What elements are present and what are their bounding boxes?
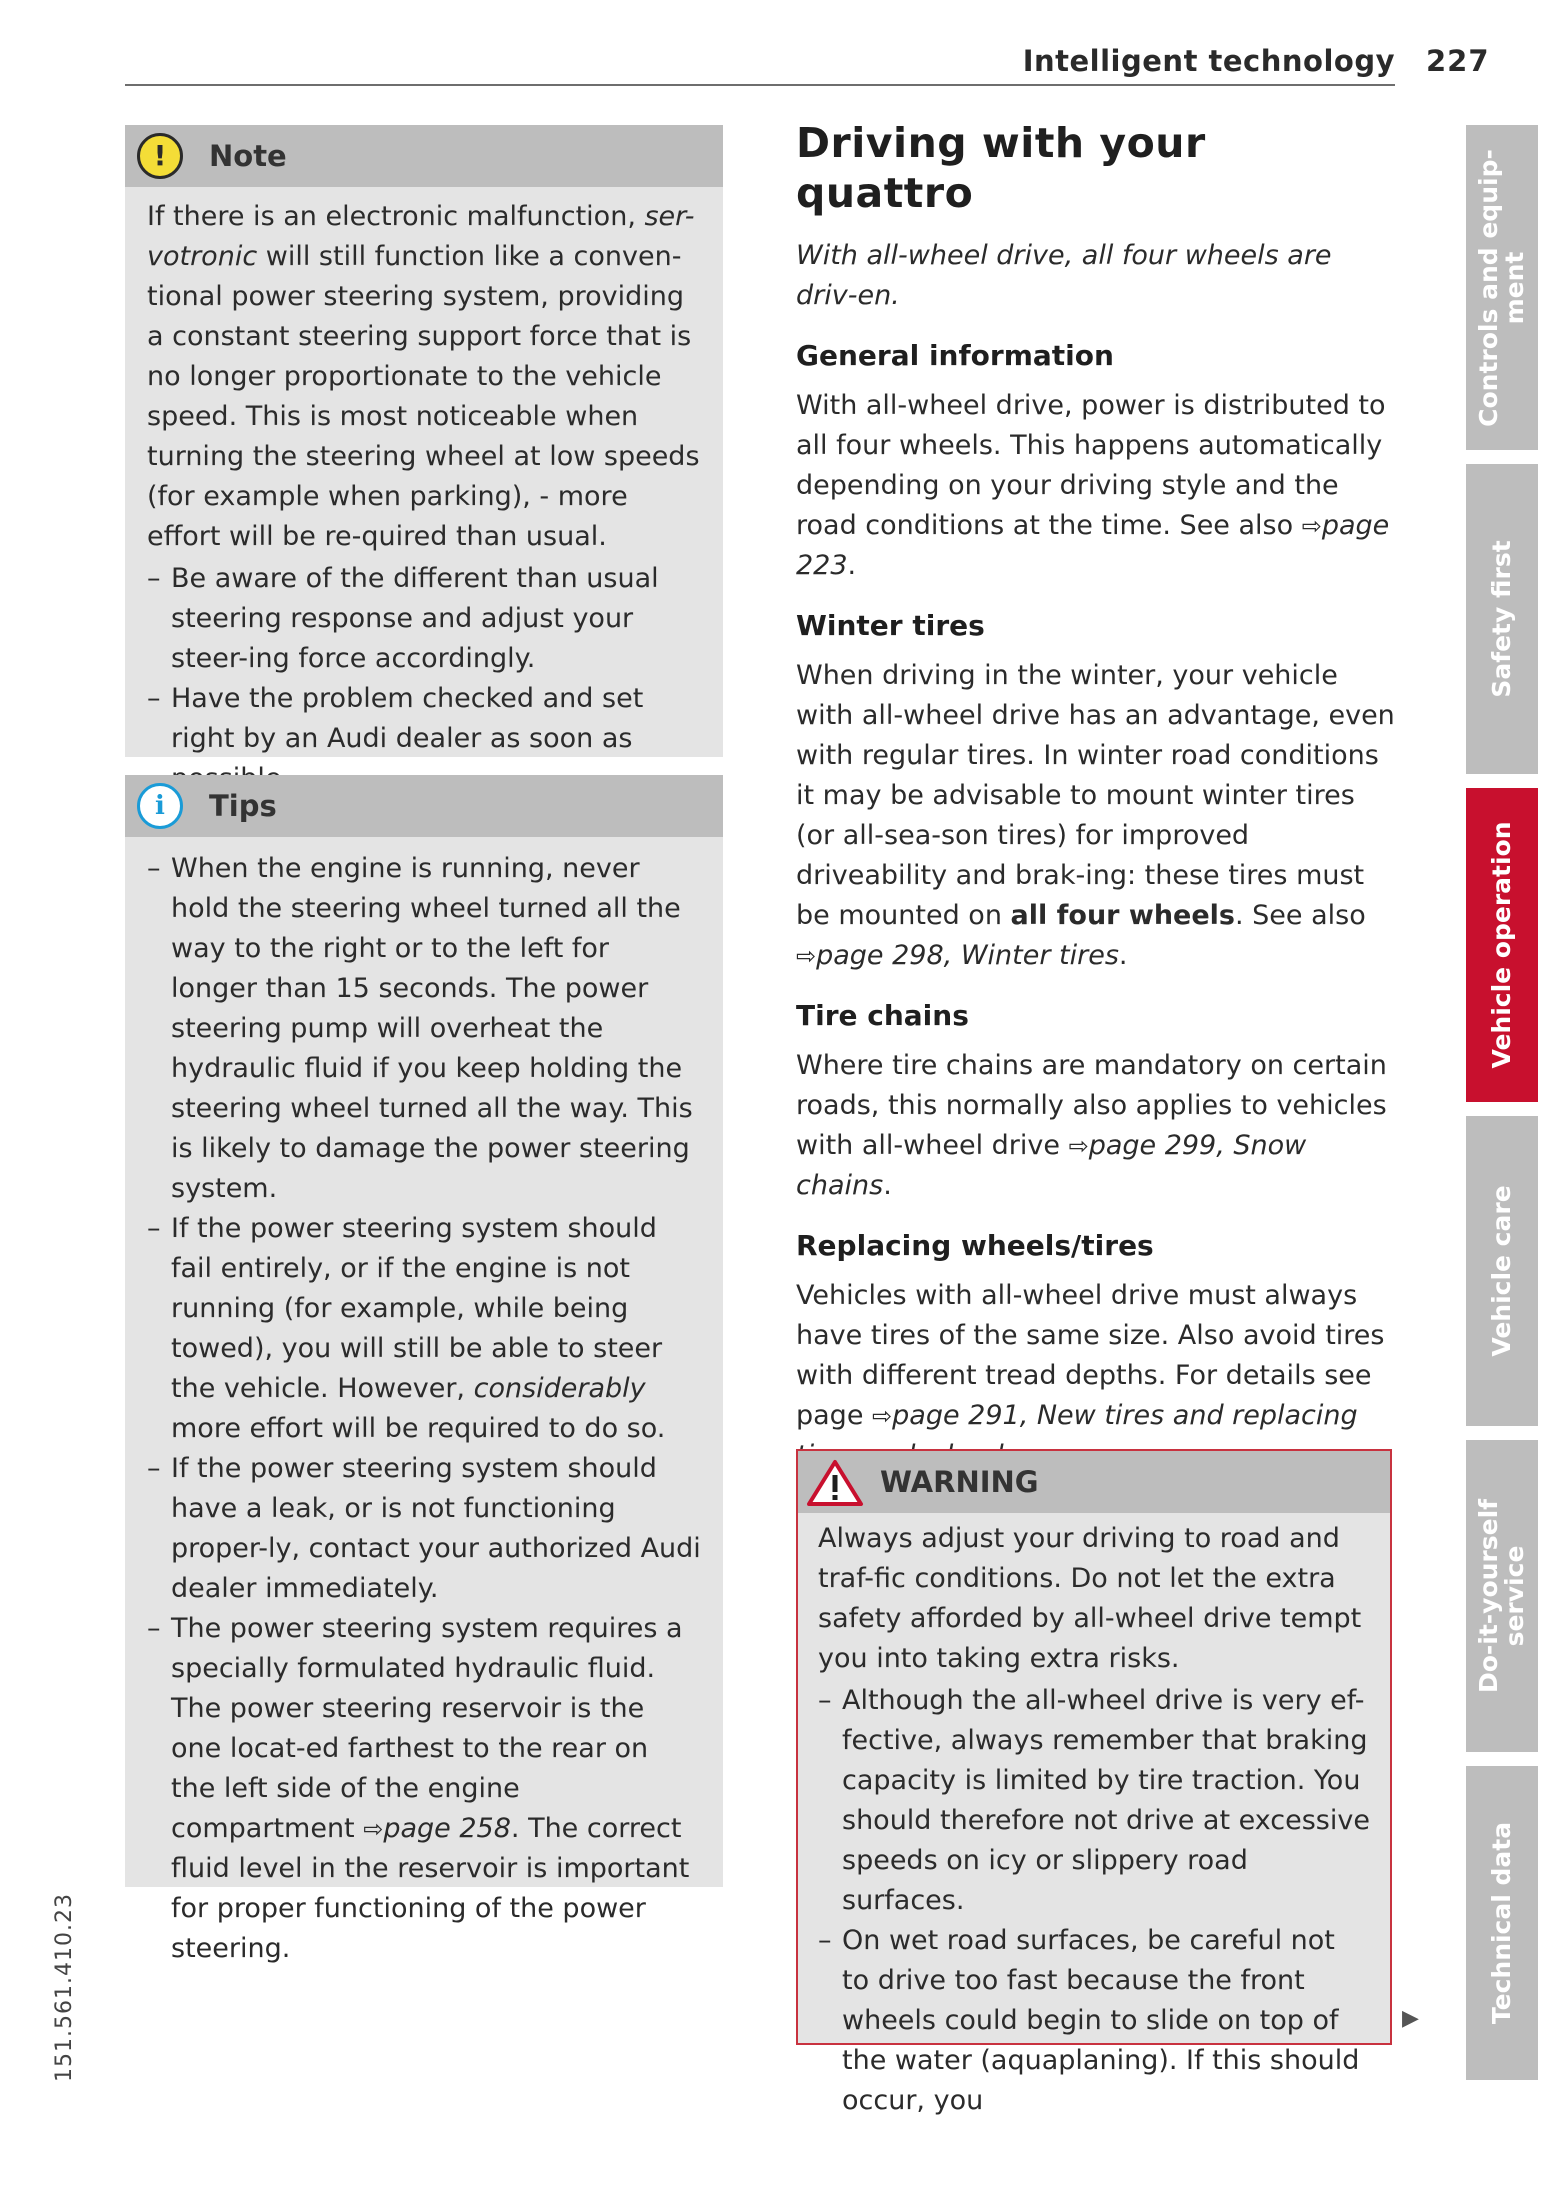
side-tab-label: Safety first [1487, 540, 1516, 698]
info-icon: i [137, 783, 183, 829]
side-tab-label: Controls and equip- ment [1474, 148, 1529, 427]
section-body: Vehicles with all-wheel drive must always have tires of the same size. Also avoid tires with different tread depths. For details see page ⇨page 291, New tires and replacing [796, 1280, 1385, 1431]
list-item: – Have the problem checked and set right by an Audi dealer as soon as [147, 679, 701, 799]
side-tab-controls-and-equipment[interactable] [1466, 125, 1538, 450]
tips-list [147, 849, 701, 1969]
header-section-title: Intelligent technology [1022, 44, 1395, 78]
side-tab-vehicle-operation[interactable] [1466, 788, 1538, 1102]
list-item: – The power steering system requires a specially formulated hydraulic fluid. The power steering reservoir is the one locat-ed farthest to the rear on the left side of the engine compartment ⇨page 258. The correct fluid level in the reservoir is important for proper functioning of the power steering. [147, 1609, 701, 1969]
side-tab-vehicle-care[interactable] [1466, 1116, 1538, 1426]
main-article [796, 118, 1396, 1476]
tips-body [125, 837, 723, 1983]
side-tab-do-it-yourself-service[interactable] [1466, 1440, 1538, 1752]
list-item: – Be aware of the different than usual steering response and adjust your steer-ing force accordingly. [147, 559, 701, 679]
list-item: – When the engine is running, never hold the steering wheel turned all the way to the right or to the left for longer than 15 seconds. The power steering pump will overheat the hydraulic fluid if you keep holding the steering wheel turned all the way. This is likely to damage the power steering system. [147, 849, 701, 1209]
warning-paragraph: Always adjust your driving to road and traf-fic conditions. Do not let the extra safety afforded by all-wheel drive tempt you into taking extra risks. [818, 1523, 1362, 1674]
page-number: 227 [1426, 44, 1490, 78]
warning-list [818, 1681, 1370, 2121]
tips-header [125, 775, 723, 837]
warning-box [796, 1449, 1392, 2116]
section-heading: Replacing wheels/tires [796, 1229, 1154, 1262]
list-item: – If the power steering system should have a leak, or is not functioning proper-ly, contact your authorized Audi dealer immediately. [147, 1449, 701, 1609]
section-heading: Winter tires [796, 609, 985, 642]
side-tab-label: Technical data [1487, 1821, 1516, 2025]
section-body: When driving in the winter, your vehicle with all-wheel drive has an advantage, even with regular tires. In winter road conditions it may be advisable to mount winter tires (or all-sea-son tires) for improved driveability and brak-ing: these tires must be mounted on all four wheels. See also ⇨page 298, Winter tires. [796, 660, 1395, 971]
section-heading: Tire chains [796, 999, 969, 1032]
note-title: Note [209, 139, 287, 173]
document-code: 151.561.410.23 [52, 1893, 77, 2082]
warning-title: WARNING [880, 1465, 1039, 1499]
continue-arrow-icon: ▶ [1402, 2006, 1419, 2031]
article-subtitle: With all-wheel drive, all four wheels are driv-en. [796, 240, 1332, 311]
page-title: Driving with your quattro [796, 119, 1206, 217]
running-header [125, 38, 1395, 86]
tips-box [125, 775, 723, 1964]
warning-body [798, 1513, 1390, 2131]
side-tab-safety-first[interactable] [1466, 464, 1538, 774]
list-item: – Although the all-wheel drive is very ef-fective, always remember that braking capacity is limited by tire traction. You should therefore not drive at excessive speeds on icy or slippery road surfaces. [818, 1681, 1370, 1921]
note-paragraph: If there is an electronic malfunction, ser-votronic will still function like a conven-tional power steering system, providing a constant steering support force that is no longer proportionate to the vehicle speed. This is most noticeable when turning the steering wheel at low speeds (for example when parking), - more effort will be re-quired than usual. [147, 201, 700, 552]
tips-title: Tips [209, 789, 277, 823]
warning-header [798, 1451, 1390, 1513]
note-header [125, 125, 723, 187]
exclamation-icon: ! [137, 133, 183, 179]
list-item: – On wet road surfaces, be careful not to drive too fast because the front wheels could begin to slide on top of the water (aquaplaning). If this should occur, you [818, 1921, 1370, 2121]
section-heading: General information [796, 339, 1114, 372]
note-box [125, 125, 723, 757]
side-tab-label: Vehicle care [1487, 1185, 1516, 1357]
warning-triangle-icon [806, 1459, 864, 1507]
section-body: With all-wheel drive, power is distributed to all four wheels. This happens automatically depending on your driving style and the road conditions at the time. See also ⇨page 223. [796, 390, 1390, 581]
side-tab-technical-data[interactable] [1466, 1766, 1538, 2080]
list-item: – If the power steering system should fail entirely, or if the engine is not running (for example, while being towed), you will still be able to steer the vehicle. However, considerably more effort will be required to do so. [147, 1209, 701, 1449]
note-body [125, 187, 723, 813]
section-body: Where tire chains are mandatory on certain roads, this normally also applies to vehicles with all-wheel drive ⇨page 299, Snow chains. [796, 1050, 1387, 1201]
note-list [147, 559, 701, 799]
side-tab-label: Vehicle operation [1487, 821, 1516, 1069]
side-tab-label: Do-it-yourself service [1474, 1498, 1529, 1694]
